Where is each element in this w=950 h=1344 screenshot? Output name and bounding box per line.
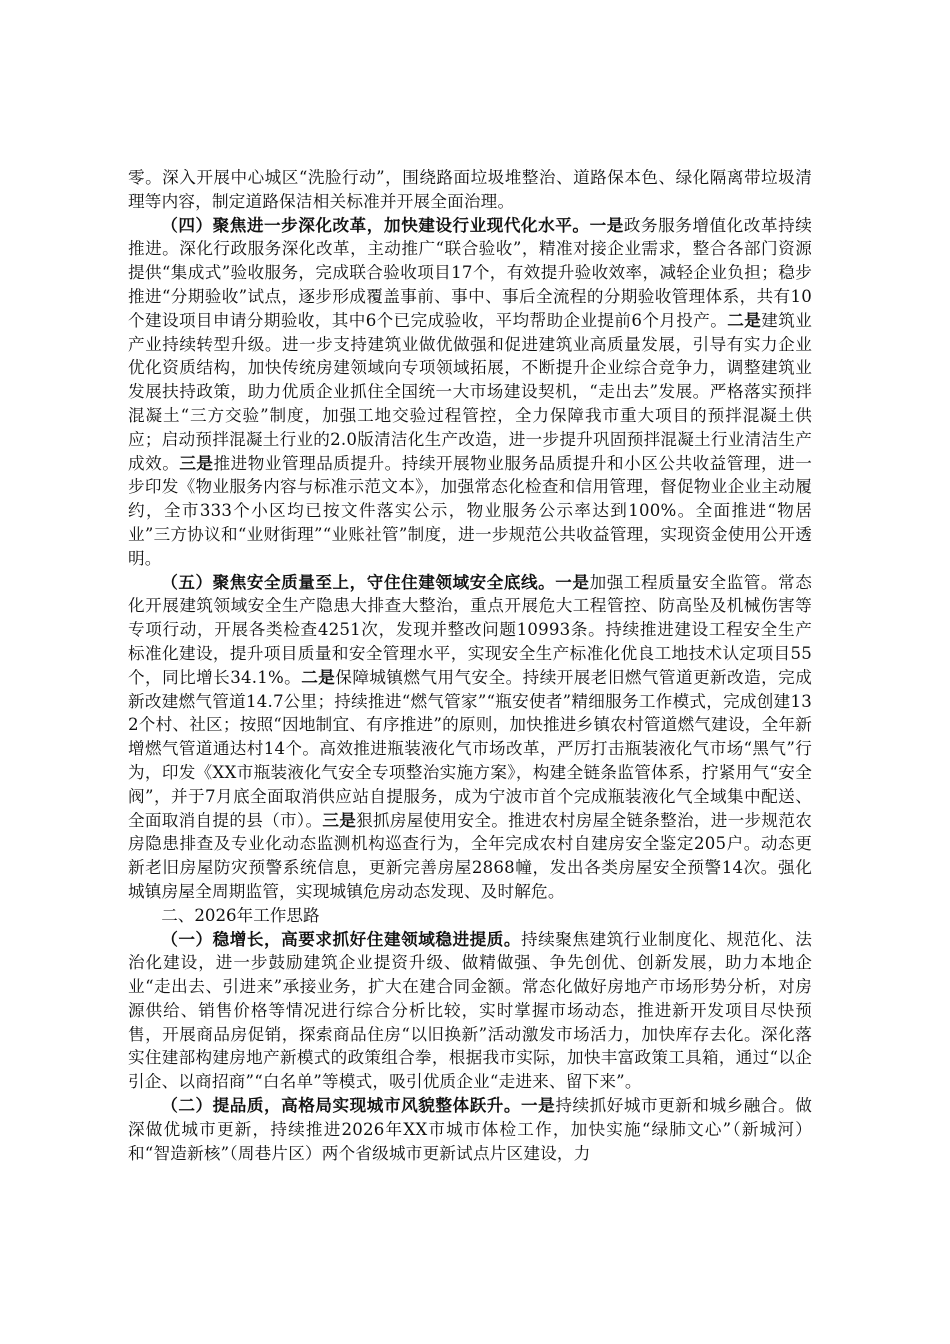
point-marker: 二是	[301, 666, 336, 687]
paragraph-section-four	[128, 214, 812, 571]
point-marker: 一是	[555, 571, 590, 592]
paragraph-text: 持续抓好城市更新和城乡融合。做深做优城市更新，持续推进2026年XX市城市体检工作，加快实施“绿肺文心”（新城河）和“智造新核”（周巷片区）两个省级城市更新试点片区建设，力	[128, 1096, 813, 1163]
point-marker: 一是	[589, 214, 624, 235]
chapter-heading-2026-plan	[128, 904, 812, 928]
paragraph-text: 加强工程质量安全监管。常态化开展建筑领域安全生产隐患大排查大整治，重点开展危大工程管控、防高坠及机械伤害等专项行动，开展各类检查4251次，发现并整改问题10993条。持续推进建设工程安全生产标准化建设，提升项目质量和安全管理水平，实现安全生产标准化优良工地技术认定项目55个，同比增长34.1%。	[128, 572, 812, 687]
paragraph-text: 零。深入开展中心城区“洗脸行动”，围绕路面垃圾堆整治、道路保本色、绿化隔离带垃圾清理等内容，制定道路保洁相关标准并开展全面治理。	[128, 168, 812, 211]
section-heading: （五）聚焦安全质量至上，守住住建领域安全底线。	[161, 571, 556, 592]
paragraph-plan-two	[128, 1094, 812, 1165]
paragraph-text: 政务服务增值化改革持续推进。深化行政服务深化改革，主动推广“联合验收”，精准对接企业需求，整合各部门资源提供“集成式”验收服务，完成联合验收项目17个，有效提升验收效率，减轻企业负担；稳步推进“分期验收”试点，逐步形成覆盖事前、事中、事后全流程的分期验收管理体系，共有10个建设项目申请分期验收，其中6个已完成验收，平均帮助企业提前6个月投产。	[128, 215, 813, 330]
paragraph-text: 保障城镇燃气用气安全。持续开展老旧燃气管道更新改造，完成新改建燃气管道14.7公里；持续推进“燃气管家”“瓶安使者”精细服务工作模式，完成创建132个村、社区；按照“因地制宜、有序推进”的原则，加快推进乡镇农村管道燃气建设，全年新增燃气管道通达村14个。高效推进瓶装液化气市场改革，严厉打击瓶装液化气市场“黑气”行为，印发《XX市瓶装液化气安全专项整治实施方案》，构建全链条监管体系，拧紧用气“安全阀”，并于7月底全面取消供应站自提服务，成为宁波市首个完成瓶装液化气全域集中配送、全面取消自提的县（市）。	[128, 667, 812, 830]
paragraph-text: 推进物业管理品质提升。持续开展物业服务品质提升和小区公共收益管理，进一步印发《物业服务内容与标准示范文本》，加强常态化检查和信用管理，督促物业企业主动履约，全市333个小区均已按文件落实公示，物业服务公示率达到100%。全面推进“物居业”三方协议和“业财街理”“业账社管”制度，进一步规范公共收益管理，实现资金使用公开透明。	[128, 453, 812, 568]
paragraph-plan-one	[128, 928, 812, 1095]
point-marker: 二是	[727, 309, 762, 330]
document-body	[128, 166, 812, 1165]
point-marker: 三是	[322, 809, 357, 830]
chapter-heading-text: 二、2026年工作思路	[161, 905, 320, 925]
section-heading: （二）提品质，高格局实现城市风貌整体跃升。	[161, 1095, 522, 1116]
section-heading: （一）稳增长，高要求抓好住建领域稳进提质。	[161, 928, 522, 949]
paragraph-section-five	[128, 571, 812, 904]
paragraph-text: 狠抓房屋使用安全。推进农村房屋全链条整治，进一步规范农房隐患排查及专业化动态监测机构巡查行为，全年完成农村自建房安全鉴定205户。动态更新老旧房屋防灾预警系统信息，更新完善房屋2868幢，发出各类房屋安全预警14次。强化城镇房屋全周期监管，实现城镇危房动态发现、及时解危。	[128, 810, 812, 901]
paragraph-intro-continuation	[128, 166, 812, 214]
section-heading: （四）聚焦进一步深化改革，加快建设行业现代化水平。	[161, 214, 590, 235]
point-marker: 三是	[179, 452, 214, 473]
paragraph-text: 持续聚焦建筑行业制度化、规范化、法治化建设，进一步鼓励建筑企业提资升级、做精做强、争先创优、创新发展，助力本地企业“走出去、引进来”承接业务，扩大在建合同金额。常态化做好房地产市场形势分析，对房源供给、销售价格等情况进行综合分析比较，实时掌握市场动态，推进新开发项目尽快预售，开展商品房促销，探索商品住房“以旧换新”活动激发市场活力，加快库存去化。深化落实住建部构建房地产新模式的政策组合拳，根据我市实际，加快丰富政策工具箱，通过“以企引企、以商招商”“白名单”等模式，吸引优质企业“走进来、留下来”。	[128, 929, 812, 1092]
paragraph-text: 建筑业产业持续转型升级。进一步支持建筑业做优做强和促进建筑业高质量发展，引导有实力企业优化资质结构，加快传统房建领域向专项领域拓展，不断提升企业综合竞争力，调整建筑业发展扶持政策，助力优质企业抓住全国统一大市场建设契机，“走出去”发展。严格落实预拌混凝土“三方交验”制度，加强工地交验过程管控，全力保障我市重大项目的预拌混凝土供应；启动预拌混凝土行业的2.0版清洁化生产改造，进一步提升巩固预拌混凝土行业清洁生产成效。	[128, 310, 812, 473]
point-marker: 一是	[521, 1095, 556, 1116]
